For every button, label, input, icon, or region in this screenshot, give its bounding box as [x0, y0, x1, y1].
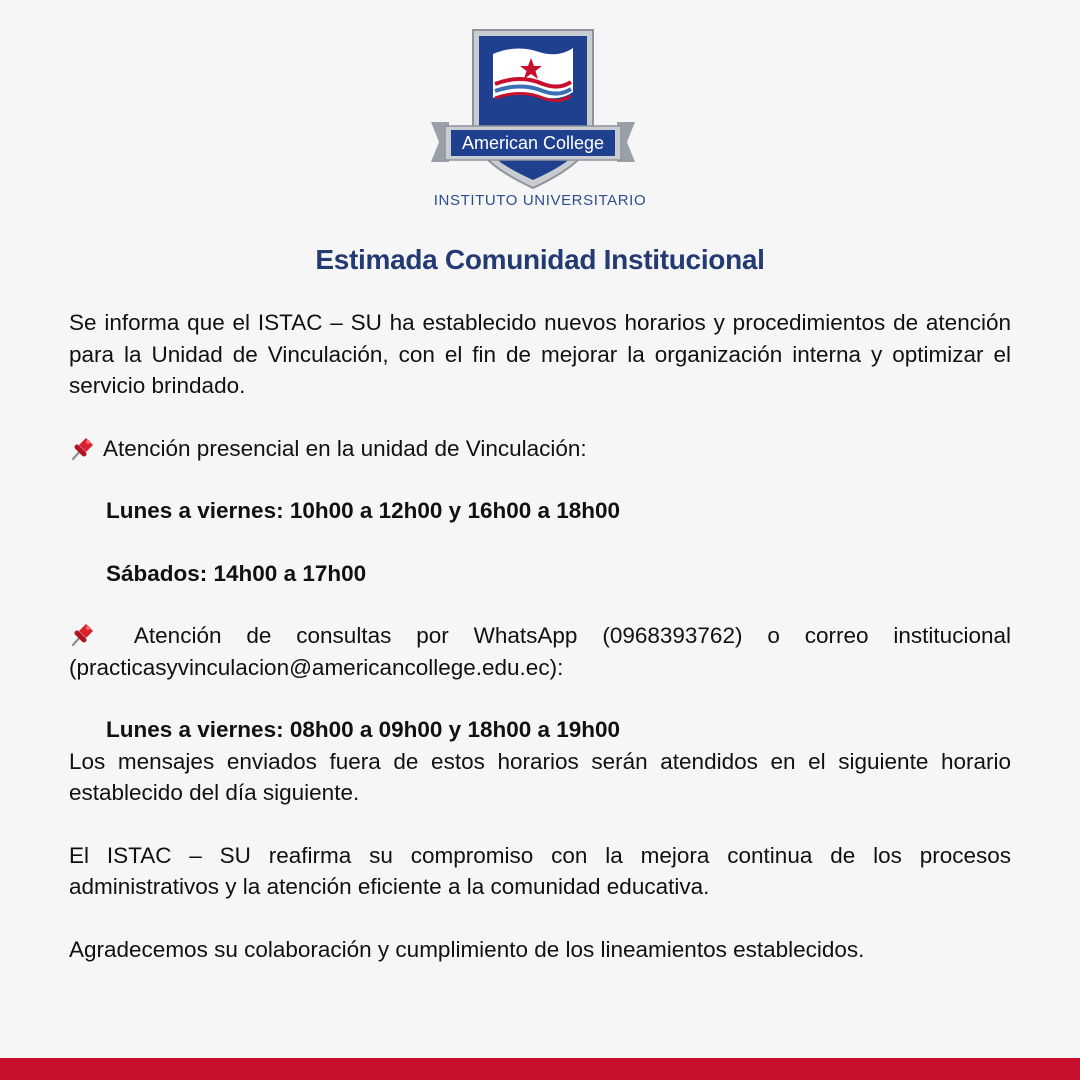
in-person-weekdays: Lunes a viernes: 10h00 a 12h00 y 16h00 a 18h00 — [106, 498, 621, 523]
pushpin-icon — [69, 620, 97, 648]
commitment-paragraph: El ISTAC – SU reafirma su compromiso con la mejora continua de los procesos administrativos y la atención eficiente a la comunidad educativa. — [69, 842, 1011, 899]
remote-label: Atención de consultas por WhatsApp (0968393762) o correo institucional (practicasyvinculacion@americancollege.edu.ec): — [69, 623, 1011, 680]
remote-note: Los mensajes enviados fuera de estos horarios serán atendidos en el siguiente horario establecido del día siguiente. — [69, 748, 1011, 805]
logo-wordmark: American College — [461, 133, 605, 153]
remote-heading — [69, 620, 1011, 683]
logo-subtitle: INSTITUTO UNIVERSITARIO — [433, 192, 647, 209]
page-title: Estimada Comunidad Institucional — [315, 244, 765, 275]
in-person-saturdays: Sábados: 14h00 a 17h00 — [106, 560, 367, 586]
logo — [0, 28, 1080, 218]
pushpin-icon — [69, 434, 97, 462]
in-person-label: Atención presencial en la unidad de Vinculación: — [103, 435, 587, 461]
in-person-heading — [69, 433, 1011, 465]
intro-paragraph: Se informa que el ISTAC – SU ha establecido nuevos horarios y procedimientos de atención para la Unidad de Vinculación, con el fin de mejorar la organización interna y optimizar el servicio brindado. — [69, 310, 1011, 398]
announcement-body — [69, 307, 1011, 965]
remote-weekdays: Lunes a viernes: 08h00 a 09h00 y 18h00 a 19h00 — [106, 717, 621, 742]
thanks-paragraph: Agradecemos su colaboración y cumplimiento de los lineamientos establecidos. — [69, 936, 865, 962]
bottom-accent-bar — [0, 1058, 1080, 1080]
american-college-logo — [431, 28, 635, 193]
